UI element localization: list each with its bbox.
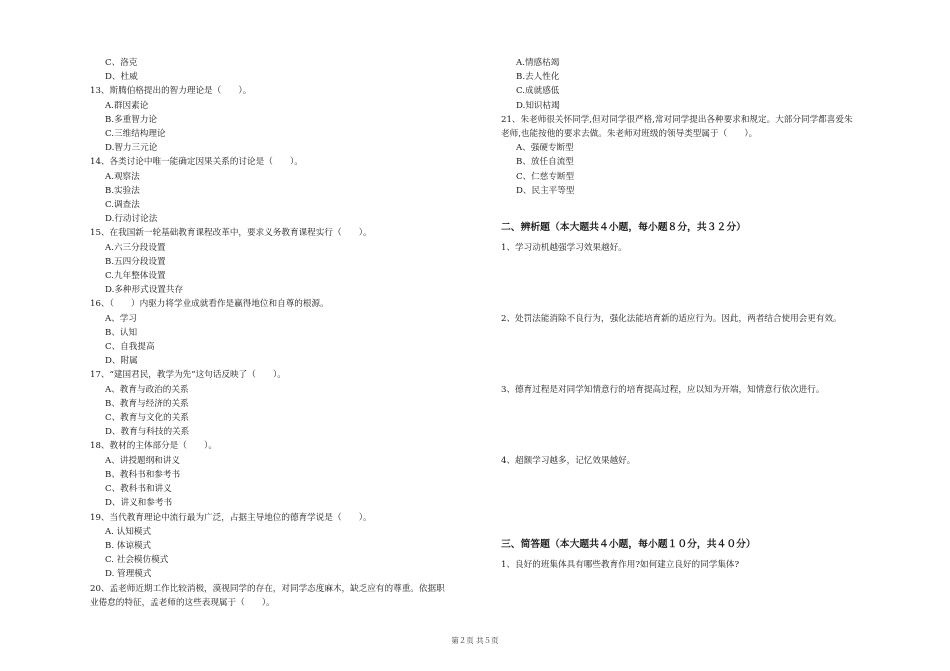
answer-option: B、认知 — [105, 327, 138, 338]
page-number: 第２页 共５页 — [451, 636, 499, 645]
answer-option: A、讲授题纲和讲义 — [105, 455, 180, 466]
short-item-1: 1、良好的班集体具有哪些教育作用?如何建立良好的同学集体? — [501, 560, 740, 571]
answer-option: D.多种形式设置共存 — [105, 285, 184, 296]
question-text: 老师,也能按他的要求去做。朱老师对班级的领导类型属于（ ）。 — [501, 129, 758, 140]
answer-option: D. 管理模式 — [105, 569, 152, 580]
answer-option: C.九年整体设置 — [105, 271, 166, 282]
answer-option: B.五四分段设置 — [105, 256, 166, 267]
answer-option: D、杜威 — [105, 72, 138, 83]
right-question-lines — [501, 56, 891, 198]
answer-option: B.多重智力论 — [105, 114, 158, 125]
question-text: 14、各类讨论中唯一能确定因果关系的讨论是（ ）。 — [90, 157, 303, 168]
answer-option: C.调查法 — [105, 200, 140, 211]
question-text: 15、在我国新一轮基础教育课程改革中，要求义务教育课程实行（ ）。 — [90, 228, 372, 239]
answer-option: B.实验法 — [105, 185, 140, 196]
answer-option: A. 认知模式 — [105, 526, 152, 537]
section-2-title: 二、辨析题（本大题共４小题，每小题８分，共３２分） — [501, 222, 746, 234]
right-column — [501, 56, 891, 572]
question-text: 21、朱老师很关怀同学,但对同学很严格,常对同学提出各种要求和规定。大部分同学都喜爱朱 — [501, 114, 853, 125]
question-text: 18、教材的主体部分是（ ）。 — [90, 441, 217, 452]
answer-option: C、洛克 — [105, 58, 138, 68]
answer-option: D、教育与科技的关系 — [105, 427, 190, 438]
answer-option: D.知识枯竭 — [516, 100, 560, 111]
answer-option: C、教科书和讲义 — [105, 484, 172, 495]
answer-option: C. 社会模仿模式 — [105, 555, 169, 566]
answer-option: A.群因素论 — [105, 100, 149, 111]
answer-option: B、放任自流型 — [516, 157, 574, 168]
answer-option: C、仁慈专断型 — [516, 171, 575, 182]
answer-option: A.观察法 — [105, 171, 140, 182]
left-column — [90, 56, 475, 610]
answer-option: C、教育与文化的关系 — [105, 413, 189, 424]
answer-option: B.去人性化 — [516, 72, 560, 83]
question-text: 19、当代教育理论中流行最为广泛，占据主导地位的德育学说是（ ）。 — [90, 512, 372, 523]
answer-option: B、教科书和参考书 — [105, 469, 181, 480]
judge-item-1: 1、学习动机越强学习效果越好。 — [501, 243, 627, 254]
question-text: 13、斯腾伯格提出的智力理论是（ ）。 — [90, 86, 252, 97]
answer-option: D、民主平等型 — [516, 185, 575, 196]
answer-option: D.行动讨论法 — [105, 214, 158, 225]
judge-item-4: 4、超额学习越多，记忆效果越好。 — [501, 456, 636, 467]
question-text: 16、（ ）内驱力将学业成就看作是赢得地位和自尊的根源。 — [90, 299, 329, 310]
answer-option: B、教育与经济的关系 — [105, 398, 189, 409]
answer-option: A、学习 — [105, 313, 137, 324]
answer-option: C、自我提高 — [105, 342, 155, 353]
section-3-title: 三、简答题（本大题共４小题，每小题１０分，共４０分） — [501, 539, 756, 551]
answer-option: D、附属 — [105, 356, 138, 367]
answer-option: C.三维结构理论 — [105, 129, 166, 140]
question-text: 17、“建国君民，教学为先”这句话反映了（ ）。 — [90, 370, 286, 381]
answer-option: D、讲义和参考书 — [105, 498, 173, 509]
question-text: 20、孟老师近期工作比较消极，漠视同学的存在，对同学态度麻木，缺乏应有的尊重。依据职 — [90, 583, 445, 594]
answer-option: A、强硬专断型 — [516, 143, 574, 154]
answer-option: B. 体谅模式 — [105, 540, 152, 551]
question-text: 业倦怠的特征，孟老师的这些表现属于（ ）。 — [90, 597, 275, 608]
answer-option: A.情感枯竭 — [516, 58, 560, 68]
answer-option: A.六三分段设置 — [105, 242, 166, 253]
answer-option: D.智力三元论 — [105, 143, 158, 154]
judge-item-3: 3、德育过程是对同学知情意行的培育提高过程，应以知为开端，知情意行依次进行。 — [501, 385, 825, 396]
answer-option: C.成就感低 — [516, 86, 560, 97]
judge-item-2: 2、处罚法能消除不良行为，强化法能培育新的适应行为。因此，两者结合使用会更有效。 — [501, 314, 842, 325]
answer-option: A、教育与政治的关系 — [105, 384, 189, 395]
